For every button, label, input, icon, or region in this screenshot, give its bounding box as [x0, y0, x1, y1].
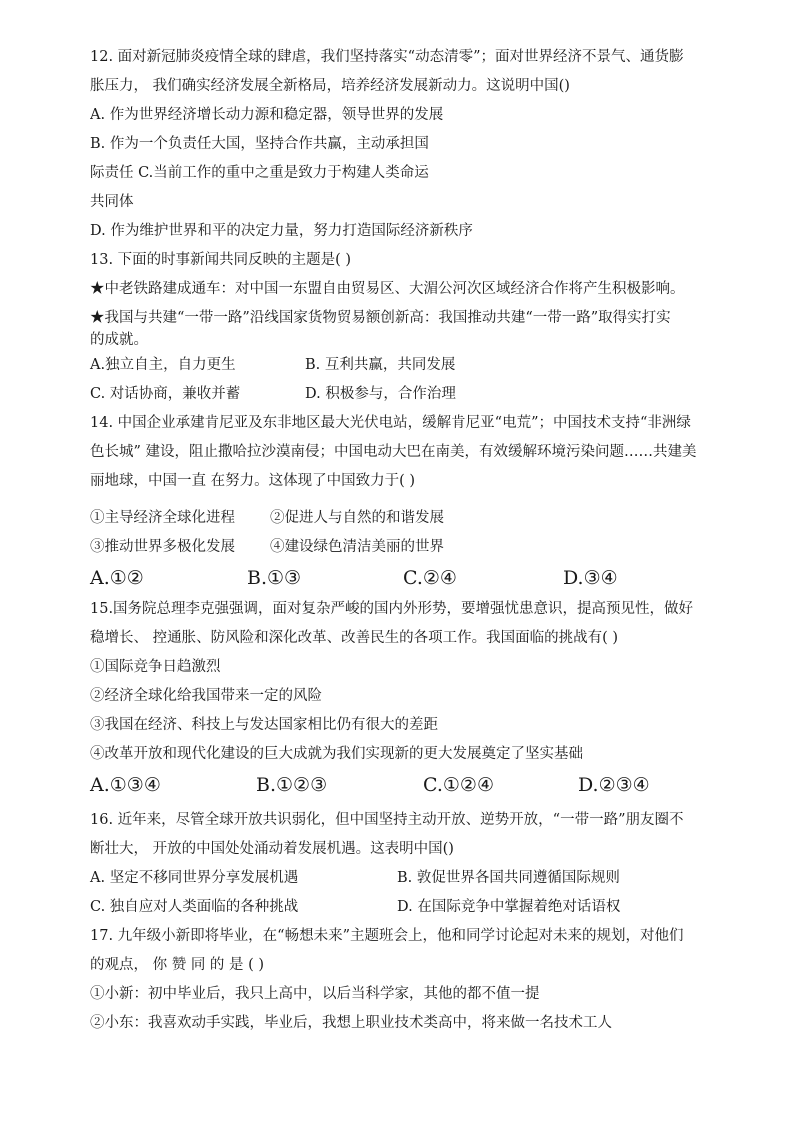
q16-option-a: A. 坚定不移同世界分享发展机遇 [90, 870, 299, 886]
q13-option-d: D. 积极参与，合作治理 [305, 386, 456, 402]
q15-option-d: D.②③④ [578, 774, 650, 796]
question-17 [90, 922, 760, 1038]
q13-news-1: ★中老铁路建成通车：对中国一东盟自由贸易区、大湄公河次区域经济合作将产生积极影响。 [90, 281, 685, 297]
q16-option-c: C. 独自应对人类面临的各种挑战 [90, 899, 299, 915]
q13-options-row2 [90, 380, 760, 409]
q16-option-b: B. 敦促世界各国共同遵循国际规则 [397, 870, 620, 886]
q15-stem-line1: 15.国务院总理李克强强调，面对复杂严峻的国内外形势，要增强忧患意识，提高预见性，做好 [90, 601, 694, 617]
q17-stem-line2: 的观点， 你 赞 同 的 是 ( ) [90, 957, 265, 973]
q15-item-3: ③我国在经济、科技上与发达国家相比仍有很大的差距 [90, 717, 438, 733]
q14-options [90, 562, 760, 595]
q16-options-row1 [90, 864, 760, 893]
q13-options-row1 [90, 351, 760, 380]
exam-page [90, 43, 760, 1038]
q17-item-1: ①小新：初中毕业后，我只上高中，以后当科学家，其他的都不值一提 [90, 986, 540, 1002]
q14-stem-line1: 14. 中国企业承建肯尼亚及东非地区最大光伏电站，缓解肯尼亚“电荒”；中国技术支持“非洲绿 [90, 415, 691, 431]
q15-option-a: A.①③④ [90, 774, 161, 796]
q13-news-2-line2: 的成就。 [90, 332, 148, 348]
q12-stem-line1: 12. 面对新冠肺炎疫情全球的肆虐，我们坚持落实“动态清零”；面对世界经济不景气、通货膨 [90, 49, 684, 65]
q16-option-d: D. 在国际竞争中掌握着绝对话语权 [397, 899, 621, 915]
q14-item-3: ③推动世界多极化发展 [90, 539, 235, 555]
q13-news-2-line1: ★我国与共建“一带一路”沿线国家货物贸易额创新高：我国推动共建“一带一路”取得实打实 [90, 310, 671, 326]
question-12 [90, 43, 760, 246]
question-14 [90, 409, 760, 595]
q14-option-c: C.②④ [403, 567, 457, 589]
q13-option-a: A.独立自主，自力更生 [90, 357, 236, 373]
q14-stem-line3: 丽地球，中国一直 在努力。这体现了中国致力于( ) [90, 473, 416, 489]
question-16 [90, 806, 760, 922]
q14-stem-line2: 色长城” 建设，阻止撒哈拉沙漠南侵；中国电动大巴在南美，有效缓解环境污染问题……共建美 [90, 444, 697, 460]
q12-stem-line2: 胀压力， 我们确实经济发展全新格局，培养经济发展新动力。这说明中国() [90, 78, 570, 94]
q15-option-c: C.①②④ [423, 774, 494, 796]
q14-item-2: ②促进人与自然的和谐发展 [270, 510, 444, 526]
q12-option-c-continued: 共同体 [90, 194, 134, 210]
q15-item-4: ④改革开放和现代化建设的巨大成就为我们实现新的更大发展奠定了坚实基础 [90, 746, 583, 762]
q12-option-a: A. 作为世界经济增长动力源和稳定器，领导世界的发展 [90, 107, 444, 123]
q13-option-b: B. 互利共赢，共同发展 [305, 357, 456, 373]
q16-options-row2 [90, 893, 760, 922]
q12-option-d: D. 作为维护世界和平的决定力量，努力打造国际经济新秩序 [90, 223, 473, 239]
q13-stem: 13. 下面的时事新闻共同反映的主题是( ) [90, 252, 352, 268]
q14-item-1: ①主导经济全球化进程 [90, 510, 235, 526]
q14-option-d: D.③④ [563, 567, 618, 589]
q13-option-c: C. 对话协商，兼收并蓄 [90, 386, 241, 402]
question-13 [90, 246, 760, 409]
q15-options [90, 769, 760, 802]
q16-stem-line2: 断壮大， 开放的中国处处涌动着发展机遇。这表明中国() [90, 841, 454, 857]
q14-items-row1 [90, 504, 760, 533]
q14-option-b: B.①③ [247, 567, 302, 589]
question-15 [90, 595, 760, 802]
q17-stem-line1: 17. 九年级小新即将毕业，在“畅想未来”主题班会上，他和同学讨论起对未来的规划，对他们 [90, 928, 684, 944]
q15-item-2: ②经济全球化给我国带来一定的风险 [90, 688, 322, 704]
q17-item-2: ②小东：我喜欢动手实践，毕业后，我想上职业技术类高中，将来做一名技术工人 [90, 1015, 612, 1031]
q15-option-b: B.①②③ [256, 774, 328, 796]
q15-item-1: ①国际竞争日趋激烈 [90, 659, 221, 675]
q15-stem-line2: 稳增长、 控通胀、防风险和深化改革、改善民生的各项工作。我国面临的挑战有( ) [90, 630, 619, 646]
q12-option-b: B. 作为一个负责任大国，坚持合作共赢，主动承担国 [90, 136, 429, 152]
q14-option-a: A.①② [90, 567, 144, 589]
q14-item-4: ④建设绿色清洁美丽的世界 [270, 539, 444, 555]
q16-stem-line1: 16. 近年来，尽管全球开放共识弱化，但中国坚持主动开放、逆势开放，“一带一路”朋友圈不 [90, 812, 684, 828]
q12-option-b-continued: 际责任 C.当前工作的重中之重是致力于构建人类命运 [90, 165, 429, 181]
q14-items-row2 [90, 533, 760, 562]
